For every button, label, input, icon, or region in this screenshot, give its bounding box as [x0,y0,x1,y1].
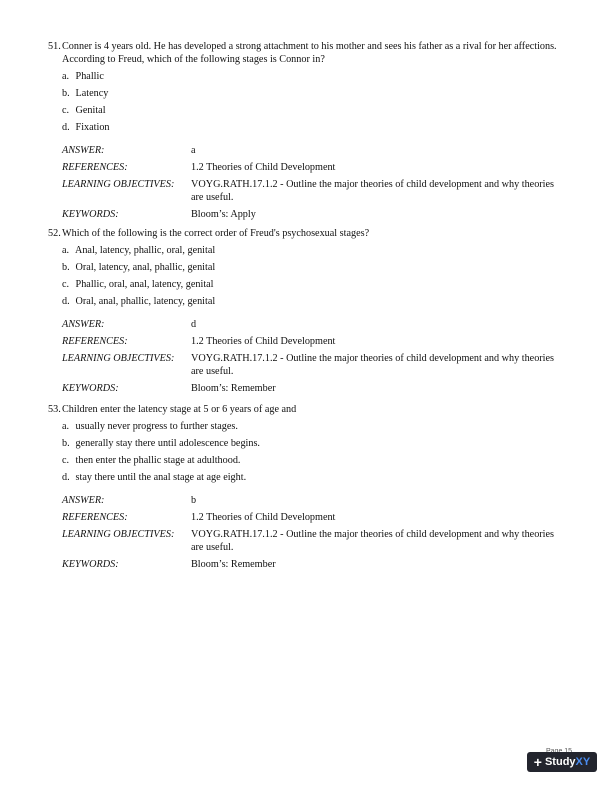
question-text: Children enter the latency stage at 5 or 6 years of age and [62,404,297,415]
references-value: 1.2 Theories of Child Development [191,512,336,523]
option-letter: a. [62,421,70,432]
objectives-label: LEARNING OBJECTIVES: [62,179,175,190]
answer-value: a [191,145,196,156]
objectives-value: VOYG.RATH.17.1.2 - Outline the major theories of child development and why theories are useful. [191,353,554,377]
answer-label: ANSWER: [62,495,105,506]
option-text: Anal, latency, phallic, oral, genital [74,245,216,256]
brand-name [545,756,590,769]
answer-label: ANSWER: [62,145,105,156]
question-metadata [62,318,568,395]
keywords-label: KEYWORDS: [62,209,119,220]
references-row [62,335,568,348]
option-text: usually never progress to further stages. [75,421,238,432]
option-d [62,295,568,308]
question-metadata [62,494,568,571]
keywords-value: Bloom’s: Remember [191,383,276,394]
objectives-label: LEARNING OBJECTIVES: [62,353,175,364]
option-a [62,244,568,257]
option-text: then enter the phallic stage at adulthood. [75,455,241,466]
question-52 [48,227,568,399]
answer-label: ANSWER: [62,319,105,330]
question-number: 52. [48,228,61,239]
option-letter: a. [62,71,70,82]
option-a [62,420,568,433]
option-letter: c. [62,105,70,116]
option-letter: b. [62,88,70,99]
question-metadata [62,144,568,221]
references-value: 1.2 Theories of Child Development [191,336,336,347]
references-row [62,511,568,524]
question-number: 53. [48,404,61,415]
references-label: REFERENCES: [62,512,128,523]
question-stem [48,403,568,416]
option-b [62,261,568,274]
references-label: REFERENCES: [62,162,128,173]
option-b [62,87,568,100]
brand-suffix: XY [575,755,591,768]
references-label: REFERENCES: [62,336,128,347]
option-letter: d. [62,122,70,133]
option-c [62,454,568,467]
objectives-label: LEARNING OBJECTIVES: [62,529,175,540]
option-text: generally stay there until adolescence begins. [75,438,260,449]
option-letter: d. [62,296,70,307]
option-text: Fixation [75,122,110,133]
option-letter: c. [62,279,70,290]
option-text: Oral, latency, anal, phallic, genital [75,262,216,273]
answer-value: b [191,495,197,506]
answer-options [62,244,568,308]
plus-icon: + [533,754,542,770]
objectives-row [62,178,568,204]
answer-options [62,70,568,134]
answer-row [62,144,568,157]
keywords-row [62,208,568,221]
option-text: Genital [75,105,106,116]
keywords-value: Bloom’s: Remember [191,559,276,570]
option-letter: c. [62,455,70,466]
objectives-value: VOYG.RATH.17.1.2 - Outline the major theories of child development and why theories are useful. [191,179,554,203]
question-51 [48,40,568,225]
keywords-label: KEYWORDS: [62,383,119,394]
question-stem [48,40,568,66]
option-letter: a. [62,245,70,256]
question-text: Which of the following is the correct order of Freud's psychosexual stages? [62,228,370,239]
keywords-row [62,382,568,395]
answer-value: d [191,319,197,330]
studyxy-logo[interactable] [527,752,597,772]
option-text: Phallic, oral, anal, latency, genital [75,279,214,290]
question-stem [48,227,568,240]
answer-options [62,420,568,484]
keywords-label: KEYWORDS: [62,559,119,570]
objectives-row [62,528,568,554]
option-d [62,121,568,134]
option-letter: d. [62,472,70,483]
option-letter: b. [62,438,70,449]
answer-row [62,318,568,331]
option-text: stay there until the anal stage at age eight. [75,472,247,483]
brand-prefix: Study [544,755,576,768]
option-text: Latency [75,88,109,99]
answer-row [62,494,568,507]
option-a [62,70,568,83]
references-row [62,161,568,174]
question-number: 51. [48,41,61,52]
option-text: Oral, anal, phallic, latency, genital [75,296,216,307]
option-c [62,104,568,117]
keywords-value: Bloom’s: Apply [191,209,256,220]
references-value: 1.2 Theories of Child Development [191,162,336,173]
question-53 [48,403,568,575]
option-c [62,278,568,291]
keywords-row [62,558,568,571]
objectives-value: VOYG.RATH.17.1.2 - Outline the major theories of child development and why theories are useful. [191,529,554,553]
option-d [62,471,568,484]
option-text: Phallic [75,71,104,82]
objectives-row [62,352,568,378]
option-letter: b. [62,262,70,273]
question-text: Conner is 4 years old. He has developed a strong attachment to his mother and sees his father as a rival for her affections. According to Freud, which of the following stages is Connor in? [62,41,557,65]
option-b [62,437,568,450]
